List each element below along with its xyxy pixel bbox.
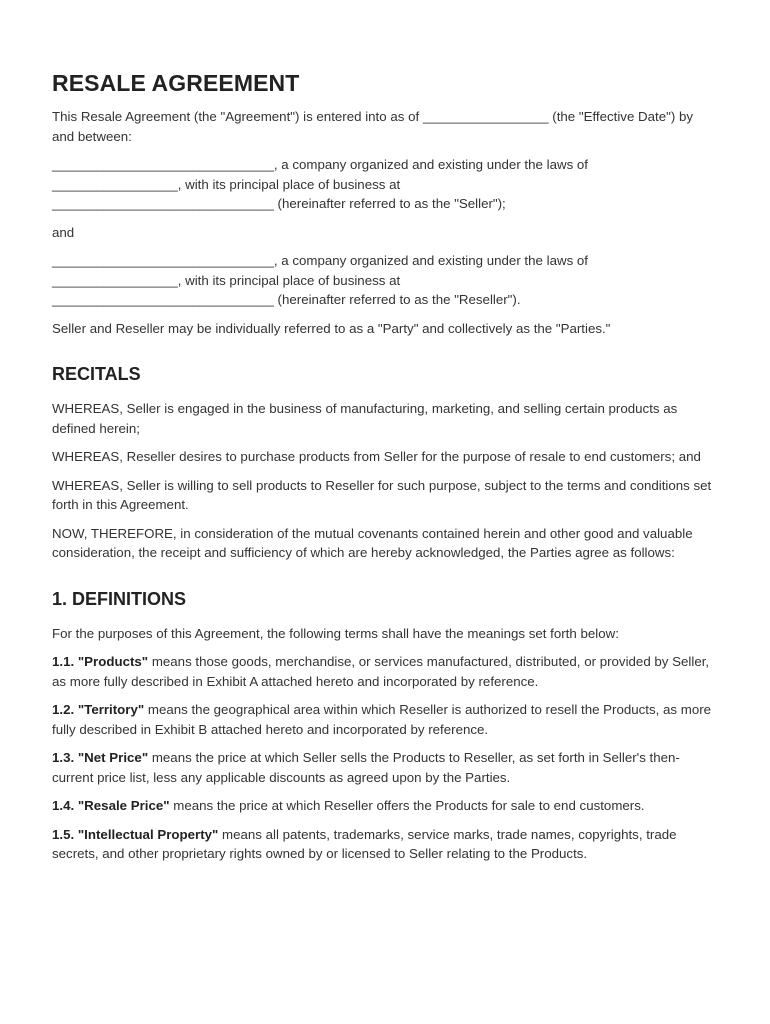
definition-item xyxy=(52,652,718,691)
seller-line-3: ______________________________ (hereinafter referred to as the "Seller"); xyxy=(52,196,506,211)
reseller-line-2: _________________, with its principal place of business at xyxy=(52,272,401,288)
definition-text: means all patents, trademarks, service marks, trade names, copyrights, trade secrets, and other proprietary rights owned by or licensed to Seller relating to the Products. xyxy=(52,826,677,861)
parties-paragraph: Seller and Reseller may be individually referred to as a "Party" and collectively as the "Parties." xyxy=(52,320,611,336)
definition-text: means the price at which Reseller offers the Products for sale to end customers. xyxy=(169,798,645,813)
recital-paragraph: WHEREAS, Seller is engaged in the business of manufacturing, marketing, and selling certain products as defined herein; xyxy=(52,401,678,436)
definition-term: 1.3. "Net Price" xyxy=(52,750,149,765)
definition-text: means the geographical area within which Reseller is authorized to resell the Products, as more fully described in Exhibit B attached hereto and incorporated by reference. xyxy=(52,702,712,737)
seller-block xyxy=(52,155,718,214)
definition-item xyxy=(52,700,718,739)
definition-term: 1.2. "Territory" xyxy=(52,702,145,717)
definition-item xyxy=(52,748,718,787)
definition-term: 1.1. "Products" xyxy=(52,654,149,669)
recital-paragraph: WHEREAS, Reseller desires to purchase products from Seller for the purpose of resale to end customers; and xyxy=(52,449,701,464)
recital-paragraph: NOW, THEREFORE, in consideration of the mutual covenants contained herein and other good and valuable consideration, the receipt and sufficiency of which are hereby acknowledged, the Parties agree as follows: xyxy=(52,525,693,560)
definition-item xyxy=(52,825,718,864)
intro-paragraph: This Resale Agreement (the "Agreement") is entered into as of _________________ (the "Effective Date") by and between: xyxy=(52,109,694,144)
and-text: and xyxy=(52,224,75,240)
definitions-intro: For the purposes of this Agreement, the following terms shall have the meanings set forth below: xyxy=(52,625,619,641)
reseller-block xyxy=(52,251,718,310)
definition-term: 1.5. "Intellectual Property" xyxy=(52,826,219,842)
reseller-line-3: ______________________________ (hereinafter referred to as the "Reseller"). xyxy=(52,292,521,307)
seller-line-2: _________________, with its principal place of business at xyxy=(52,176,401,192)
seller-line-1: ______________________________, a company organized and existing under the laws of xyxy=(52,157,588,172)
definition-text: means the price at which Seller sells the Products to Reseller, as set forth in Seller's then-current price list, less any applicable discounts as agreed upon by the Parties. xyxy=(52,750,680,785)
reseller-line-1: ______________________________, a company organized and existing under the laws of xyxy=(52,253,588,268)
definition-term: 1.4. "Resale Price" xyxy=(52,798,170,813)
definition-item xyxy=(52,796,718,816)
document-title: RESALE AGREEMENT xyxy=(52,70,300,96)
definition-text: means those goods, merchandise, or services manufactured, distributed, or provided by Seller, as more fully described in Exhibit A attached hereto and incorporated by reference. xyxy=(52,654,710,689)
definitions-heading: 1. DEFINITIONS xyxy=(52,588,187,609)
recitals-heading: RECITALS xyxy=(52,364,141,384)
recital-paragraph: WHEREAS, Seller is willing to sell products to Reseller for such purpose, subject to the terms and conditions set forth in this Agreement. xyxy=(52,477,712,512)
